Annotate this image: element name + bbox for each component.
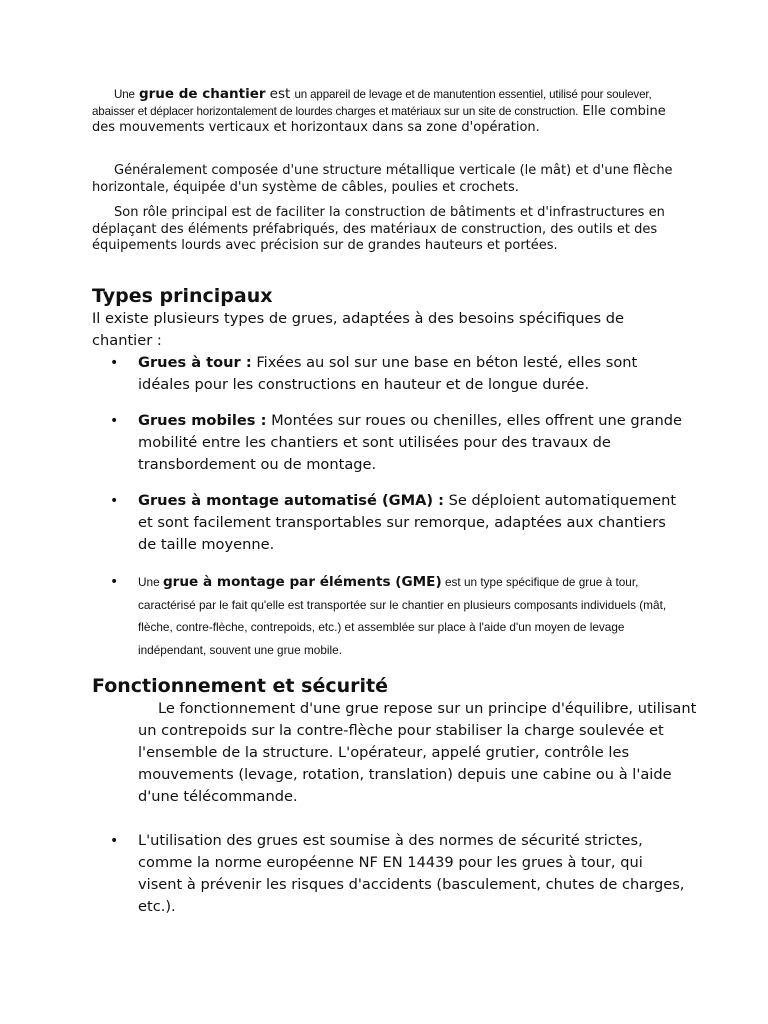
intro-paragraph-2 <box>92 163 682 196</box>
section-heading-types: Types principaux <box>92 285 273 307</box>
intro-tail: Elle combine des mouvements verticaux et horizontaux dans sa zone d'opération. <box>92 103 666 135</box>
types-intro: Il existe plusieurs types de grues, adaptées à des besoins spécifiques de chantier : <box>92 310 624 349</box>
list-item-term: Grues à montage automatisé (GMA) : <box>138 492 445 509</box>
intro-p3-text: Son rôle principal est de faciliter la construction de bâtiments et d'infrastructures en déplaçant des éléments préfabriqués, des matériaux de construction, des outils et des équipements lourds avec précision sur de grandes hauteurs et portées. <box>92 205 665 253</box>
intro-lead: Une <box>114 88 135 101</box>
intro-definition: un appareil de levage et de manutention essentiel, utilisé pour soulever, abaisser et déplacer horizontalement de lourdes charges et matériaux sur un site de construction. <box>92 88 652 118</box>
fonctionnement-paragraph <box>138 698 698 808</box>
list-item-lead: Une <box>138 575 160 589</box>
intro-paragraph-3 <box>92 205 682 255</box>
list-item-term: grue à montage par éléments (GME) <box>162 574 442 590</box>
intro-p2-text: Généralement composée d'une structure métallique verticale (le mât) et d'une flèche horizontale, équipée d'un système de câbles, poulies et crochets. <box>92 163 673 195</box>
list-item-term: Grues mobiles : <box>138 412 267 429</box>
intro-verb: est <box>269 86 291 102</box>
bullet-icon: • <box>110 355 119 371</box>
bullet-icon: • <box>110 493 119 509</box>
list-item-text: Montées sur roues ou chenilles, elles offrent une grande mobilité entre les chantiers et sont utilisées pour des travaux de transbordement ou de montage. <box>138 412 683 473</box>
list-item-term: Grues à tour : <box>138 354 252 371</box>
bullet-icon: • <box>110 833 119 849</box>
list-item-text: Se déploient automatiquement et sont facilement transportables sur remorque, adaptées aux chantiers de taille moyenne. <box>138 492 677 553</box>
fonctionnement-text: Le fonctionnement d'une grue repose sur un principe d'équilibre, utilisant un contrepoids sur la contre-flèche pour stabiliser la charge soulevée et l'ensemble de la structure. L'opérateur, appelé grutier, contrôle les mouvements (levage, rotation, translation) depuis une cabine ou à l'aide d'une télécommande. <box>138 700 697 805</box>
list-item-text: est un type spécifique de grue à tour, caractérisé par le fait qu'elle est transportée sur le chantier en plusieurs composants individuels (mât, flèche, contre-flèche, contrepoids, etc.) et assemblée sur place à l'aide d'un moyen de levage indépendant, souvent une grue mobile. <box>138 575 667 657</box>
intro-paragraph-1 <box>92 86 682 137</box>
intro-term: grue de chantier <box>138 86 266 102</box>
section-heading-fonctionnement: Fonctionnement et sécurité <box>92 675 388 697</box>
list-item-text: L'utilisation des grues est soumise à des normes de sécurité strictes, comme la norme européenne NF EN 14439 pour les grues à tour, qui visent à prévenir les risques d'accidents (basculement, chutes de charges, etc.). <box>138 832 685 915</box>
bullet-icon: • <box>110 574 119 590</box>
bullet-icon: • <box>110 413 119 429</box>
list-item-text: Fixées au sol sur une base en béton lesté, elles sont idéales pour les constructions en hauteur et de longue durée. <box>138 354 638 393</box>
